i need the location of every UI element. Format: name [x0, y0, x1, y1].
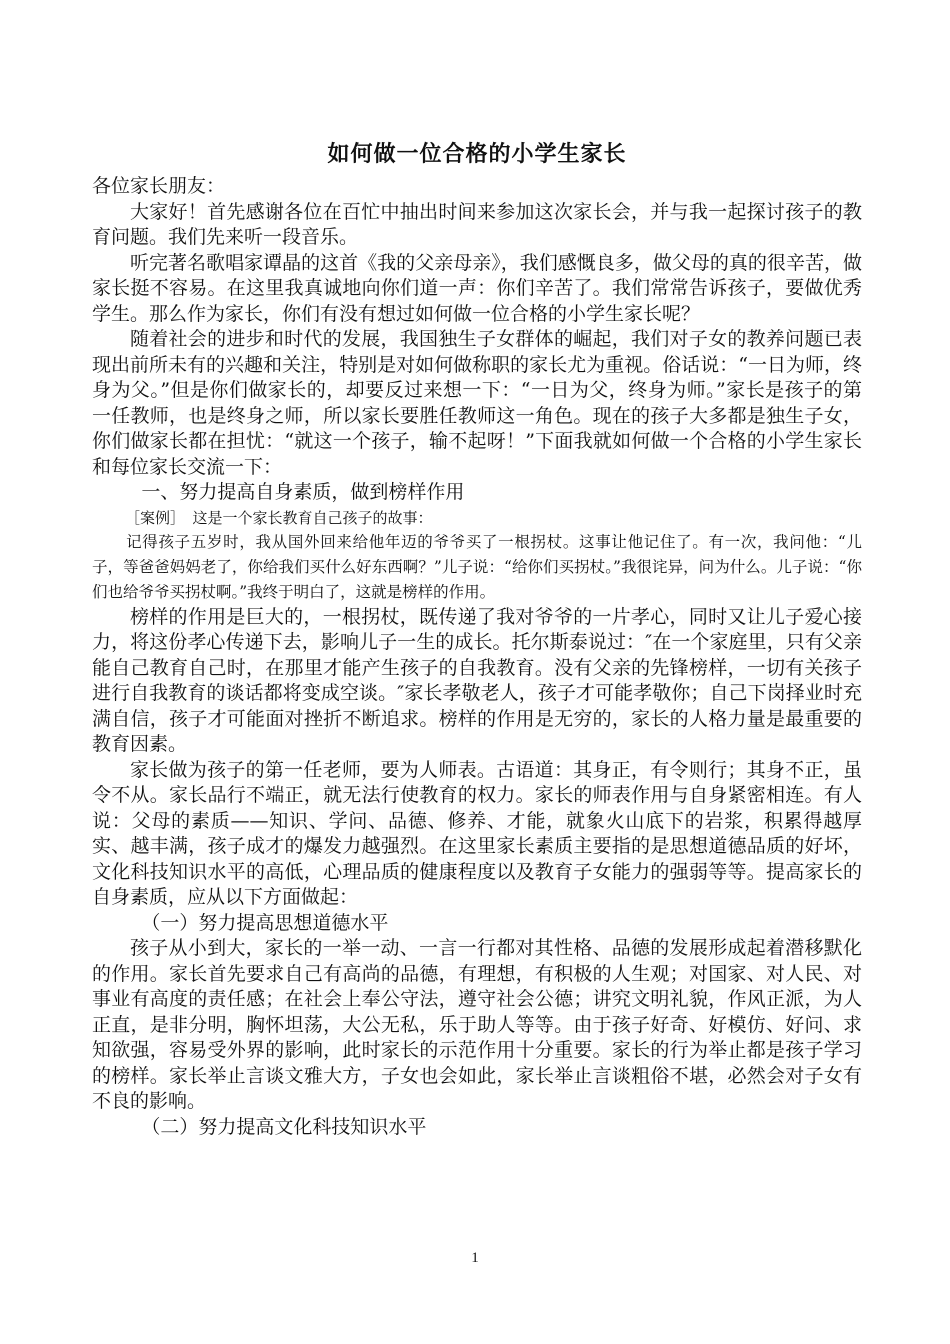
case-label: ［案例］ 这是一个家长教育自己孩子的故事： — [125, 508, 433, 527]
paragraph-background: 随着社会的进步和时代的发展，我国独生子女群体的崛起，我们对子女的教养问题已表现出前所未有的兴趣和关注，特别是对如何做称职的家长尤为重视。俗话说：“一日为师，终身为父。”但是你们做家长的，却要反过来想一下：“一日为父，终身为师。”家长是孩子的第一任教师，也是终身之师，所以家长要胜任教师这一角色。现在的孩子大多都是独生子女，你们做家长都在担忧：“就这一个孩子，输不起呀！”下面我就如何做一个合格的小学生家长和每位家长交流一下： — [92, 328, 862, 478]
paragraph-greeting: 大家好！首先感谢各位在百忙中抽出时间来参加这次家长会，并与我一起探讨孩子的教育问题。我们先来听一段音乐。 — [92, 200, 862, 248]
page-number: 1 — [471, 1250, 479, 1266]
document-body — [92, 136, 862, 1140]
paragraph-moral: 孩子从小到大，家长的一举一动、一言一行都对其性格、品德的发展形成起着潜移默化的作用。家长首先要求自己有高尚的品德，有理想，有积极的人生观；对国家、对人民、对事业有高度的责任感；在社会上奉公守法，遵守社会公德；讲究文明礼貌，作风正派，为人正直，是非分明，胸怀坦荡，大公无私，乐于助人等等。由于孩子好奇、好模仿、好问、求知欲强，容易受外界的影响，此时家长的示范作用十分重要。家长的行为举止都是孩子学习的榜样。家长举止言谈文雅大方，子女也会如此，家长举止言谈粗俗不堪，必然会对子女有不良的影响。 — [92, 937, 862, 1112]
subheading-knowledge: （二）努力提高文化科技知识水平 — [141, 1115, 427, 1138]
section-heading-1: 一、努力提高自身素质，做到榜样作用 — [141, 481, 465, 503]
document-title: 如何做一位合格的小学生家长 — [327, 142, 627, 167]
case-story: 记得孩子五岁时，我从国外回来给他年迈的爷爷买了一根拐杖。这事让他记住了。有一次，我问他：“儿子，等爸爸妈妈老了，你给我们买什么好东西啊？”儿子说：“给你们买拐杖。”我很诧异，问为什么。儿子说：“你们也给爷爷买拐杖啊。”我终于明白了，这就是榜样的作用。 — [92, 532, 862, 601]
paragraph-role-model: 榜样的作用是巨大的，一根拐杖，既传递了我对爷爷的一片孝心，同时又让儿子爱心接力，将这份孝心传递下去，影响儿子一生的成长。托尔斯泰说过：″在一个家庭里，只有父亲能自己教育自己时，在那里才能产生孩子的自我教育。没有父亲的先锋榜样，一切有关孩子进行自我教育的谈话都将变成空谈。″家长孝敬老人，孩子才可能孝敬你；自己下岗择业时充满自信，孩子才可能面对挫折不断追求。榜样的作用是无穷的，家长的人格力量是最重要的教育因素。 — [92, 605, 862, 755]
subheading-moral: （一）努力提高思想道德水平 — [141, 911, 389, 934]
paragraph-song: 听完著名歌唱家谭晶的这首《我的父亲母亲》，我们感慨良多，做父母的真的很辛苦，做家长挺不容易。在这里我真诚地向你们道一声：你们辛苦了。我们常常告诉孩子，要做优秀学生。那么作为家长，你们有没有想过如何做一位合格的小学生家长呢？ — [92, 251, 862, 325]
salutation: 各位家长朋友： — [92, 175, 226, 197]
paragraph-first-teacher: 家长做为孩子的第一任老师，要为人师表。古语道：其身正，有令则行；其身不正，虽令不从。家长品行不端正，就无法行使教育的权力。家长的师表作用与自身紧密相连。有人说：父母的素质——知识、学问、品德、修养、才能，就象火山底下的岩浆，积累得越厚实、越丰满，孩子成才的爆发力越强烈。在这里家长素质主要指的是思想道德品质的好坏，文化科技知识水平的高低，心理品质的健康程度以及教育子女能力的强弱等等。提高家长的自身素质，应从以下方面做起： — [92, 758, 862, 908]
